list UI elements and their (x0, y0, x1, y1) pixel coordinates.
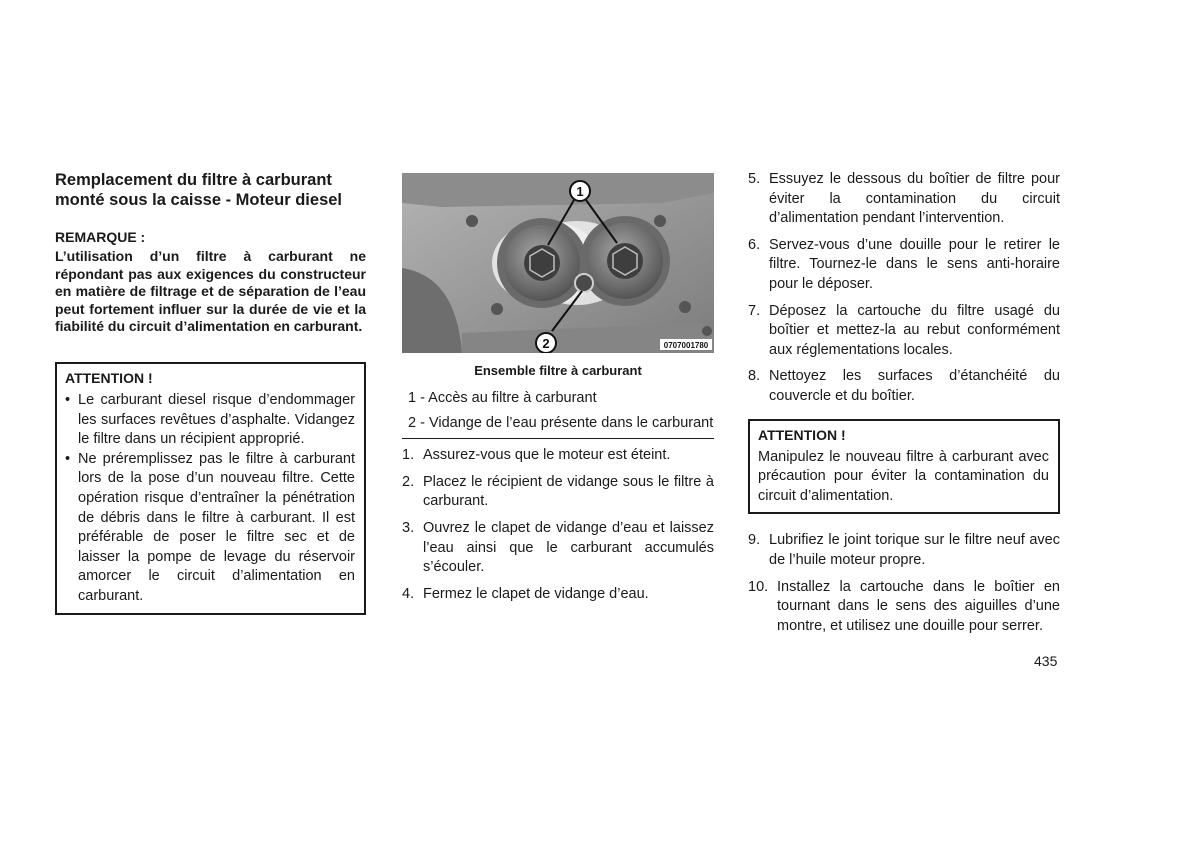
middle-column (402, 170, 714, 611)
step-item: 10. Installez la cartouche dans le boîtier en tournant dans le sens des aiguilles d’une montre, et utilisez une douille pour serrer. (748, 578, 1060, 634)
legend-item: 1 - Accès au filtre à carburant (408, 390, 597, 406)
steps-list (748, 170, 1060, 407)
attention-item: • Le carburant diesel risque d’endommager les surfaces revêtues d’asphalte. Vidangez le filtre dans un récipient approprié. (65, 391, 355, 448)
divider (402, 438, 714, 439)
step-item: 8. Nettoyez les surfaces d’étanchéité du couvercle et du boîtier. (748, 368, 1060, 404)
fuel-filter-drawing (402, 173, 714, 353)
figure-caption: Ensemble filtre à carburant (474, 363, 642, 378)
legend-item: 2 - Vidange de l’eau présente dans le carburant (408, 414, 714, 431)
fuel-filter-illustration (402, 173, 714, 353)
figure-code: 0707001780 (663, 341, 709, 350)
attention-box-new-filter (748, 419, 1060, 515)
callout-2: 2 (542, 336, 550, 351)
steps-list (402, 446, 714, 604)
remark-label: REMARQUE : (55, 229, 146, 245)
callout-1: 1 (576, 184, 584, 199)
step-item: 3. Ouvrez le clapet de vidange d’eau et laissez l’eau ainsi que le carburant accumulés s’écouler. (402, 519, 714, 576)
remark-text: L’utilisation d’un filtre à carburant ne répondant pas aux exigences du constructeur en matière de filtrage et de séparation de l’eau peut fortement influer sur la durée de vie et la fiabilité du circuit d’alimentation en carburant. (55, 248, 366, 335)
steps-list (748, 531, 1060, 636)
page-number: 435 (1034, 653, 1058, 669)
step-item: 7. Déposez la cartouche du filtre usagé du boîtier et mettez-la au rebut conformément aux réglementations locales. (748, 302, 1060, 358)
step-item: 5. Essuyez le dessous du boîtier de filtre pour éviter la contamination du circuit d’alimentation pendant l’intervention. (748, 171, 1060, 227)
section-heading: Remplacement du filtre à carburant monté sous la caisse - Moteur diesel (55, 171, 343, 209)
attention-title: ATTENTION ! (758, 426, 846, 443)
attention-box-diesel (55, 362, 366, 615)
bullet-icon: • (65, 450, 71, 467)
step-item: 2. Placez le récipient de vidange sous le filtre à carburant. (402, 473, 714, 510)
right-column (748, 170, 1060, 643)
step-item: 4. Fermez le clapet de vidange d’eau. (402, 585, 649, 602)
attention-title: ATTENTION ! (65, 369, 153, 386)
attention-list (65, 391, 355, 607)
left-column (55, 170, 366, 615)
step-item: 6. Servez-vous d’une douille pour le retirer le filtre. Tournez-le dans le sens anti-horaire pour le déposer. (748, 236, 1060, 292)
step-item: 1. Assurez-vous que le moteur est éteint. (402, 447, 671, 464)
attention-text: Manipulez le nouveau filtre à carburant avec précaution pour éviter la contamination du circuit d’alimentation. (758, 448, 1049, 504)
bullet-icon: • (65, 391, 71, 408)
attention-item: • Ne préremplissez pas le filtre à carburant lors de la pose d’un nouveau filtre. Cette opération risque d’entraîner la pénétration de débris dans le filtre à carburant. Il est préférable de poser le filtre sec et de laisser la pompe de levage du réservoir amorcer le circuit d’alimentation en carburant. (65, 450, 355, 604)
step-item: 9. Lubrifiez le joint torique sur le filtre neuf avec de l’huile moteur propre. (748, 532, 1060, 568)
